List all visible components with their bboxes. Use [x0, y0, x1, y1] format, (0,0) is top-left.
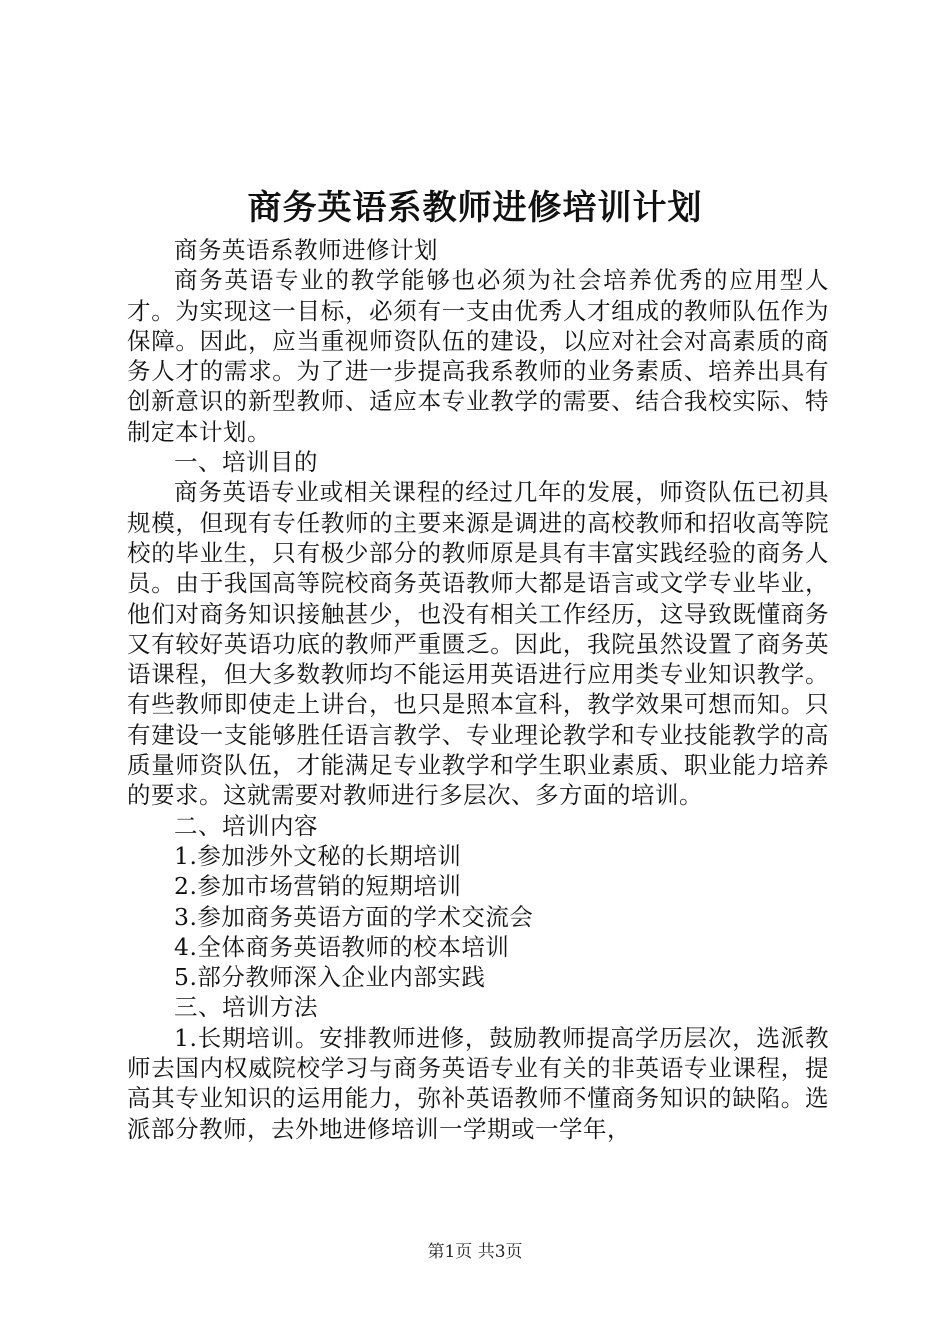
list-item: 4.全体商务英语教师的校本培训: [174, 932, 510, 961]
section-heading-purpose: 一、培训目的: [174, 448, 318, 477]
section-heading-method: 三、培训方法: [174, 993, 318, 1022]
list-item: 2.参加市场营销的短期培训: [174, 872, 462, 901]
paragraph-intro: 商务英语专业的教学能够也必须为社会培养优秀的应用型人才。为实现这一目标，必须有一支由优秀人才组成的教师队伍作为保障。因此，应当重视师资队伍的建设，以应对社会对高素质的商务人才的需求。为了进一步提高我系教师的业务素质、培养出具有创新意识的新型教师、适应本专业教学的需要、结合我校实际、特制定本计划。: [127, 266, 829, 446]
paragraph-subtitle: 商务英语系教师进修计划: [174, 236, 438, 264]
paragraph-purpose: 商务英语专业或相关课程的经过几年的发展，师资队伍已初具规模，但现有专任教师的主要来源是调进的高校教师和招收高等院校的毕业生，只有极少部分的教师原是具有丰富实践经验的商务人员。由于我国高等院校商务英语教师大都是语言或文学专业毕业，他们对商务知识接触甚少，也没有相关工作经历，这导致既懂商务又有较好英语功底的教师严重匮乏。因此，我院虽然设置了商务英语课程，但大多数教师均不能运用英语进行应用类专业知识教学。有些教师即使走上讲台，也只是照本宣科，教学效果可想而知。只有建设一支能够胜任语言教学、专业理论教学和专业技能教学的高质量师资队伍，才能满足专业教学和学生职业素质、职业能力培养的要求。这就需要对教师进行多层次、多方面的培训。: [127, 478, 829, 810]
document-title: 商务英语系教师进修培训计划: [247, 188, 703, 228]
section-heading-content: 二、培训内容: [174, 811, 318, 840]
list-item: 3.参加商务英语方面的学术交流会: [174, 902, 534, 931]
paragraph-method: 1.长期培训。安排教师进修，鼓励教师提高学历层次，选派教师去国内权威院校学习与商务英语专业有关的非英语专业课程，提高其专业知识的运用能力，弥补英语教师不懂商务知识的缺陷。选派部分教师，去外地进修培训一学期或一学年，: [127, 1023, 829, 1143]
page-number: 第1页 共3页: [427, 1242, 523, 1262]
document-body: [127, 235, 829, 1144]
list-item: 5.部分教师深入企业内部实践: [174, 963, 486, 992]
list-item: 1.参加涉外文秘的长期培训: [174, 841, 462, 870]
